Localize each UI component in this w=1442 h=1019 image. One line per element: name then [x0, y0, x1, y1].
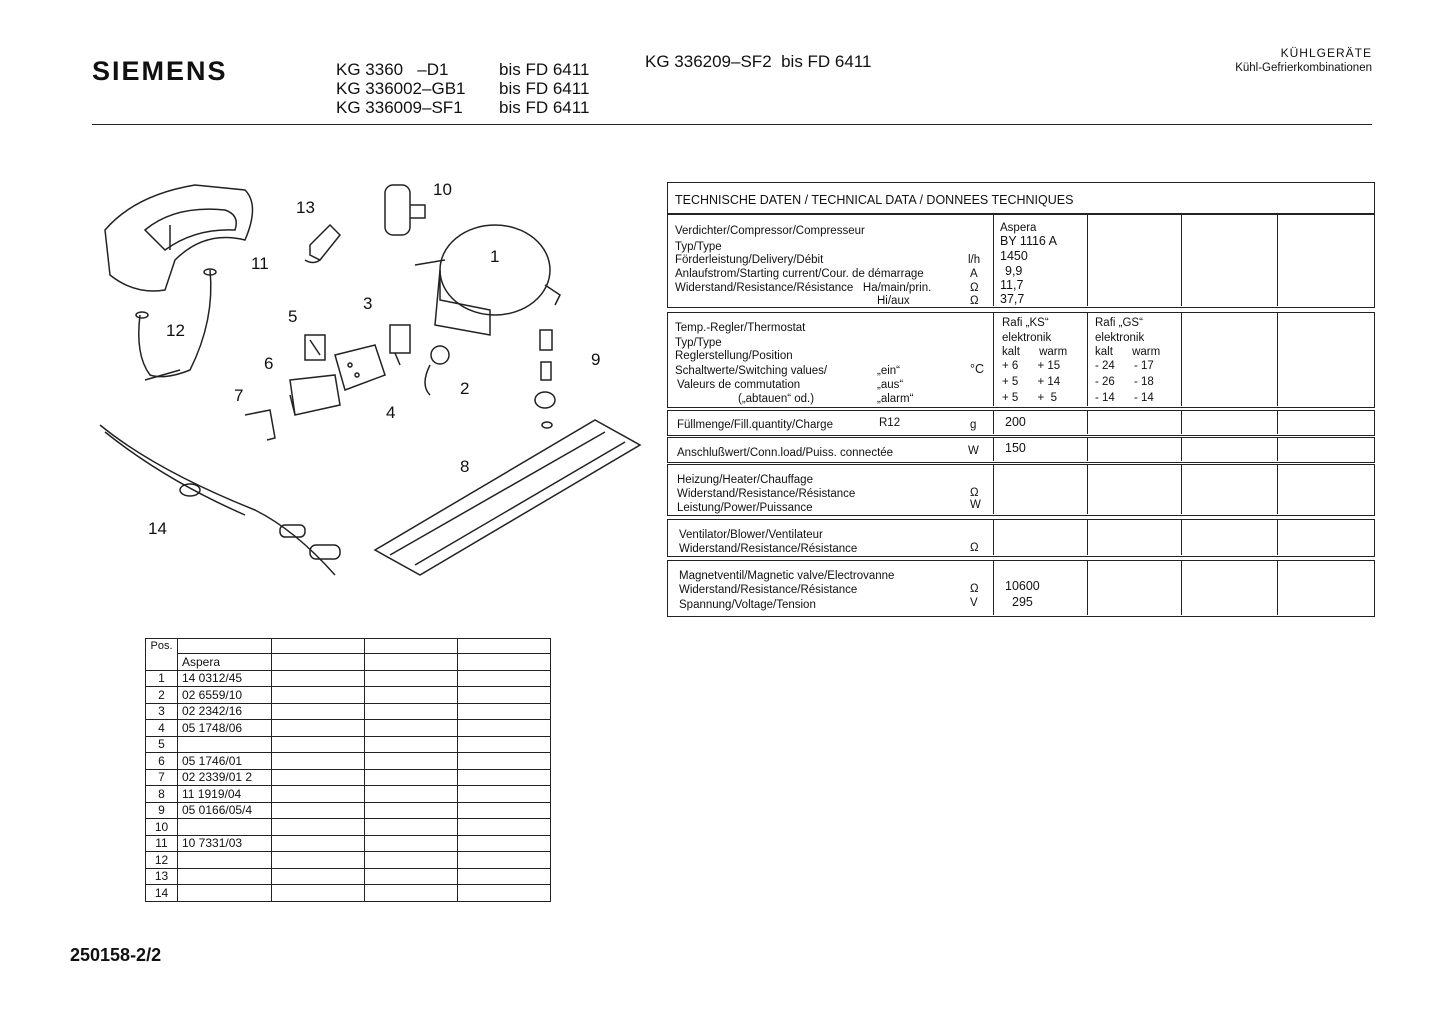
- table-row: 9 05 0166/05/4: [146, 802, 551, 819]
- compressor-delivery-label: Förderleistung/Delivery/Débit: [675, 254, 824, 266]
- table-row: 5: [146, 736, 551, 753]
- unit: Ω: [970, 282, 979, 294]
- brand-header: Aspera: [178, 654, 272, 671]
- model-3: KG 336009–SF1: [336, 98, 463, 117]
- diagram-label-3: 3: [363, 294, 373, 313]
- relay-drawing: [390, 325, 410, 365]
- table-row: 13: [146, 868, 551, 885]
- unit: W: [970, 499, 981, 511]
- load-value: 150: [1005, 441, 1026, 455]
- model-3-range: bis FD 6411: [499, 98, 590, 117]
- table-row: 11 10 7331/03: [146, 835, 551, 852]
- exploded-parts-diagram: [95, 170, 655, 590]
- brand-logo: SIEMENS: [92, 56, 228, 86]
- thermostat-gs-alarm: - 14 - 14: [1095, 392, 1154, 404]
- compressor-current: 9,9: [1005, 264, 1023, 278]
- bracket-drawing: [305, 335, 325, 360]
- category-title: KÜHLGERÄTE: [1280, 46, 1372, 60]
- parts-table: [145, 638, 551, 902]
- switching-values-label: Schaltwerte/Switching values/: [675, 365, 828, 377]
- load-label: Anschlußwert/Conn.load/Puiss. connectée: [677, 447, 894, 459]
- unit: Ω: [970, 583, 979, 595]
- compressor-resistance-label: Widerstand/Resistance/Résistance Ha/main/prin.: [675, 282, 932, 294]
- unit: l/h: [968, 254, 981, 266]
- state-alarm: „alarm“: [877, 393, 914, 405]
- mounting-rail-drawing: [375, 420, 640, 575]
- thermostat-ks: Rafi „KS“: [1002, 317, 1049, 329]
- unit: A: [970, 268, 978, 280]
- compressor-type-label: Typ/Type: [675, 241, 722, 253]
- table-row: 1 14 0312/45: [146, 670, 551, 687]
- compressor-brand: Aspera: [1000, 222, 1037, 234]
- compressor-current-label: Anlaufstrom/Starting current/Cour. de démarrage: [675, 268, 924, 280]
- heater-power-label: Leistung/Power/Puissance: [677, 502, 813, 514]
- thermostat-ks-alarm: + 5 + 5: [1002, 392, 1057, 404]
- thermostat-ks-on: + 6 + 15: [1002, 360, 1061, 372]
- diagram-label-14: 14: [148, 519, 167, 538]
- compressor-resistance-main: 11,7: [1000, 278, 1024, 292]
- diagram-label-4: 4: [386, 403, 396, 422]
- table-row: 6 05 1746/01: [146, 753, 551, 770]
- valve-voltage: 295: [1012, 595, 1033, 609]
- table-row: 14: [146, 885, 551, 902]
- state-off: „aus“: [877, 379, 904, 391]
- drip-tray-drawing: [105, 185, 253, 291]
- parts-header-row: [146, 639, 551, 654]
- clip-drawing: [305, 225, 340, 263]
- valve-resistance-label: Widerstand/Resistance/Résistance: [679, 584, 858, 596]
- technical-title: TECHNISCHE DATEN / TECHNICAL DATA / DONNEES TECHNIQUES: [675, 193, 1074, 207]
- refrigerant: R12: [879, 417, 901, 429]
- table-row: 12: [146, 852, 551, 869]
- parts-header-row-2: [146, 654, 551, 671]
- diagram-label-7: 7: [234, 386, 244, 405]
- model-2-range: bis FD 6411: [499, 79, 590, 98]
- unit: V: [970, 597, 978, 609]
- thermostat-gs-type: elektronik: [1095, 332, 1145, 344]
- thermostat-gs: Rafi „GS“: [1095, 317, 1143, 329]
- thermostat-gs-on: - 24 - 17: [1095, 360, 1154, 372]
- diagram-label-11: 11: [251, 254, 269, 273]
- thermostat-position-label: Reglerstellung/Position: [675, 350, 793, 362]
- thermostat-ks-heading: kalt warm: [1002, 346, 1068, 358]
- compressor-type: BY 1116 A: [1000, 234, 1057, 248]
- model-1-range: bis FD 6411: [499, 60, 590, 79]
- thermostat-label: Temp.-Regler/Thermostat: [675, 322, 806, 334]
- defrost-label: („abtauen“ od.): [738, 393, 815, 405]
- heater-resistance-label: Widerstand/Resistance/Résistance: [677, 488, 856, 500]
- header-rule: [92, 124, 1372, 125]
- diagram-label-9: 9: [591, 350, 601, 369]
- document-number: 250158-2/2: [70, 945, 162, 965]
- model-4: KG 336209–SF2 bis FD 6411: [645, 52, 872, 71]
- table-row: 8 11 1919/04: [146, 786, 551, 803]
- switching-values-fr-label: Valeurs de commutation: [677, 379, 801, 391]
- switch-drawing: [290, 375, 340, 415]
- table-row: 3 02 2342/16: [146, 703, 551, 720]
- overload-drawing: [425, 346, 449, 395]
- compressor-resistance-aux: 37,7: [1000, 292, 1025, 306]
- valve-voltage-label: Spannung/Voltage/Tension: [679, 599, 816, 611]
- table-row: 10: [146, 819, 551, 836]
- pos-header: Pos.: [146, 639, 178, 671]
- state-on: „ein“: [877, 365, 901, 377]
- thermostat-ks-off: + 5 + 14: [1002, 376, 1061, 388]
- cable-harness-drawing: [100, 425, 340, 575]
- unit: Ω: [970, 542, 979, 554]
- mounting-parts-drawing: [535, 330, 555, 428]
- compressor-aux-label: Hi/aux: [877, 295, 910, 307]
- table-row: 4 05 1748/06: [146, 720, 551, 737]
- unit: °C: [970, 362, 985, 376]
- diagram-label-2: 2: [460, 379, 470, 398]
- thermostat-drawing: [335, 345, 385, 390]
- compressor-delivery: 1450: [1000, 249, 1028, 263]
- model-2: KG 336002–GB1: [336, 79, 466, 98]
- blower-label: Ventilator/Blower/Ventilateur: [679, 529, 823, 541]
- charge-label: Füllmenge/Fill.quantity/Charge: [677, 419, 833, 431]
- diagram-label-8: 8: [460, 457, 470, 476]
- thermostat-gs-off: - 26 - 18: [1095, 376, 1154, 388]
- heater-label: Heizung/Heater/Chauffage: [677, 474, 813, 486]
- thermostat-gs-heading: kalt warm: [1095, 346, 1161, 358]
- diagram-label-5: 5: [288, 307, 298, 326]
- model-1: KG 3360 –D1: [336, 60, 449, 79]
- spring-clip-drawing: [245, 410, 275, 440]
- valve-label: Magnetventil/Magnetic valve/Electrovanne: [679, 570, 895, 582]
- blower-resistance-label: Widerstand/Resistance/Résistance: [679, 543, 858, 555]
- diagram-label-10: 10: [433, 180, 452, 199]
- category-subtitle: Kühl-Gefrierkombinationen: [1235, 62, 1372, 74]
- unit: g: [970, 419, 977, 431]
- compressor-label: Verdichter/Compressor/Compresseur: [675, 225, 865, 237]
- capacitor-drawing: [385, 185, 425, 235]
- unit: Ω: [970, 295, 979, 307]
- thermostat-ks-type: elektronik: [1002, 332, 1052, 344]
- diagram-label-12: 12: [166, 321, 185, 340]
- compressor-drawing: [415, 225, 560, 335]
- valve-resistance: 10600: [1005, 579, 1040, 593]
- table-row: 2 02 6559/10: [146, 687, 551, 704]
- diagram-label-13: 13: [296, 198, 315, 217]
- table-row: 7 02 2339/01 2: [146, 769, 551, 786]
- unit: Ω: [970, 487, 979, 499]
- unit: W: [968, 445, 979, 457]
- diagram-label-6: 6: [264, 354, 274, 373]
- diagram-label-1: 1: [490, 247, 500, 266]
- thermostat-type-label: Typ/Type: [675, 337, 722, 349]
- charge-value: 200: [1005, 415, 1026, 429]
